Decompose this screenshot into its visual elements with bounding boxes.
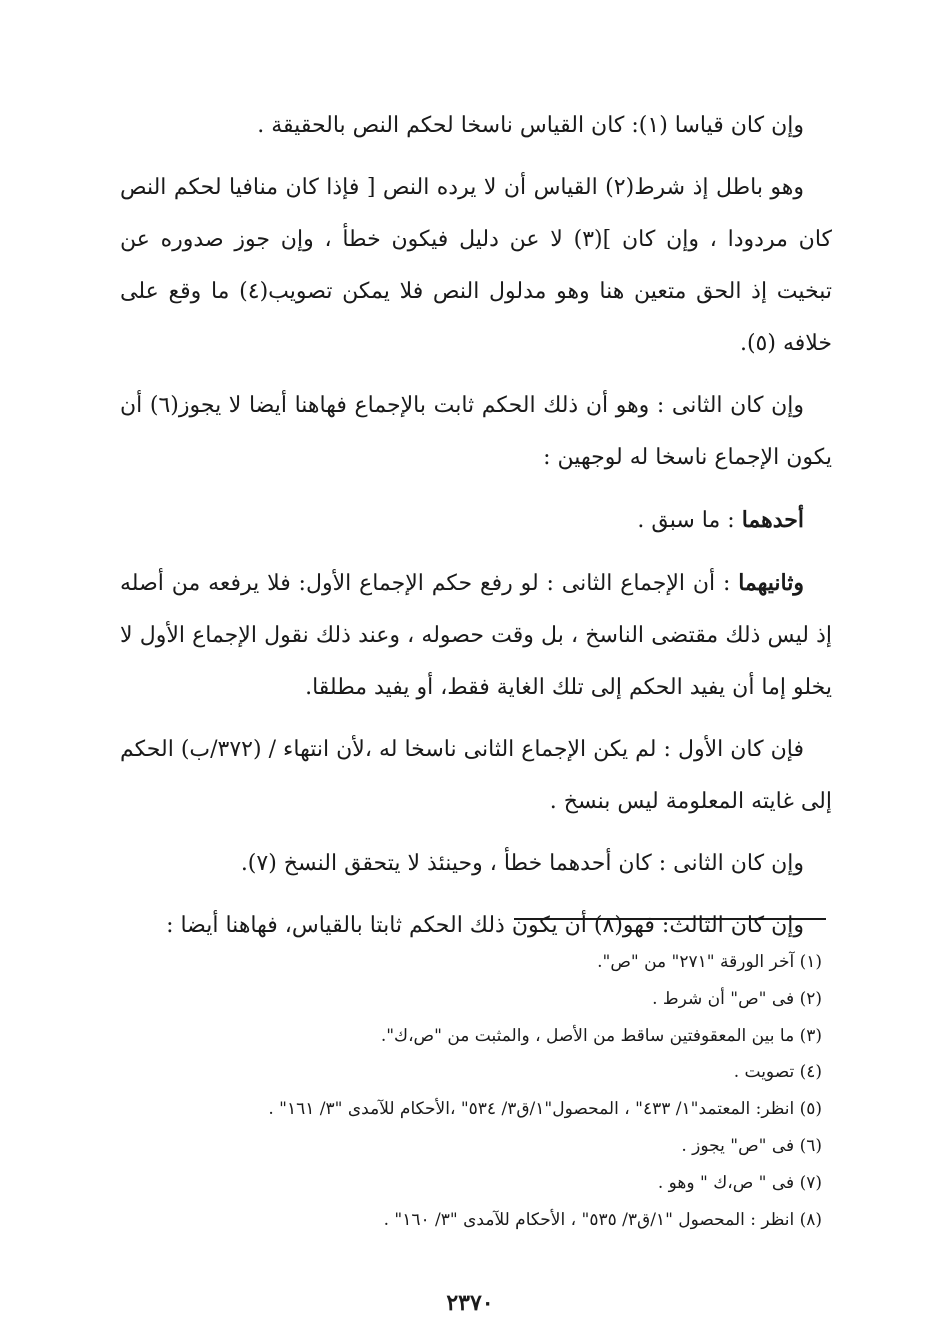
paragraph-5: وثانيهما : أن الإجماع الثانى : لو رفع حكم الإجماع الأول: فلا يرفعه من أصله إذ ليس ذلك مقتضى الناسخ ، بل وقت حصوله ، وعند ذلك نقول الإجماع الأول لا يخلو إما أن يفيد الحكم إلى تلك الغاية فقط، أو يفيد مطلقا.	[120, 570, 832, 700]
paragraph-7: وإن كان الثانى : كان أحدهما خطأ ، وحينئذ لا يتحقق النسخ (٧).	[240, 851, 804, 876]
paragraph-4: أحدهما : ما سبق .	[637, 507, 804, 533]
footnote-6: (٦) فى "ص" يجوز .	[681, 1135, 822, 1156]
body-text	[120, 100, 832, 962]
footnote-5: (٥) انظر: المعتمد"١/ ٤٣٣" ، المحصول"١/ق٣/ ٥٣٤" ،الأحكام للآمدى "٣/ ١٦١" .	[268, 1099, 822, 1120]
footnote-8: (٨) انظر : المحصول "١/ق٣/ ٥٣٥" ، الأحكام للآمدى "٣/ ١٦٠" .	[383, 1209, 822, 1230]
paragraph-1: وإن كان قياسا (١): كان القياس ناسخا لحكم النص بالحقيقة .	[257, 113, 804, 138]
footnote-7: (٧) فى " ص،ك " وهو .	[657, 1172, 822, 1193]
footnote-3: (٣) ما بين المعقوفتين ساقط من الأصل ، والمثبت من "ص،ك".	[380, 1025, 822, 1046]
paragraph-2: وهو باطل إذ شرط(٢) القياس أن لا يرده النص [ فإذا كان منافيا لحكم النص كان مردودا ، وإن كان ](٣) لا عن دليل فيكون خطأ ، وإن جوز صدوره عن تبخيت إذ الحق متعين هنا وهو مدلول النص فلا يمكن تصويب(٤) ما وقع على خلافه (٥).	[120, 175, 833, 356]
paragraph-lead: أحدهما	[741, 507, 804, 533]
paragraph-8: وإن كان الثالث: فهو(٨) أن يكون ذلك الحكم ثابتا بالقياس، فهاهنا أيضا :	[166, 913, 804, 938]
paragraph-lead: وثانيهما	[738, 570, 804, 596]
footnote-4: (٤) تصويت .	[733, 1062, 822, 1083]
paragraph-3: وإن كان الثانى : وهو أن ذلك الحكم ثابت بالإجماع فهاهنا أيضا لا يجوز(٦) أن يكون الإجماع ناسخا له لوجهين :	[120, 393, 832, 470]
footnote-1: (١) آخر الورقة "٢٧١" من "ص".	[597, 952, 822, 972]
footnote-separator	[514, 918, 826, 920]
page-number: ٢٣٧٠	[446, 1290, 494, 1316]
footnotes	[110, 944, 822, 1238]
paragraph-6: فإن كان الأول : لم يكن الإجماع الثانى ناسخا له ،لأن انتهاء / (٣٧٢/ب) الحكم إلى غايته المعلومة ليس بنسخ .	[120, 737, 832, 814]
footnote-2: (٢) فى "ص" أن شرط .	[652, 988, 822, 1009]
